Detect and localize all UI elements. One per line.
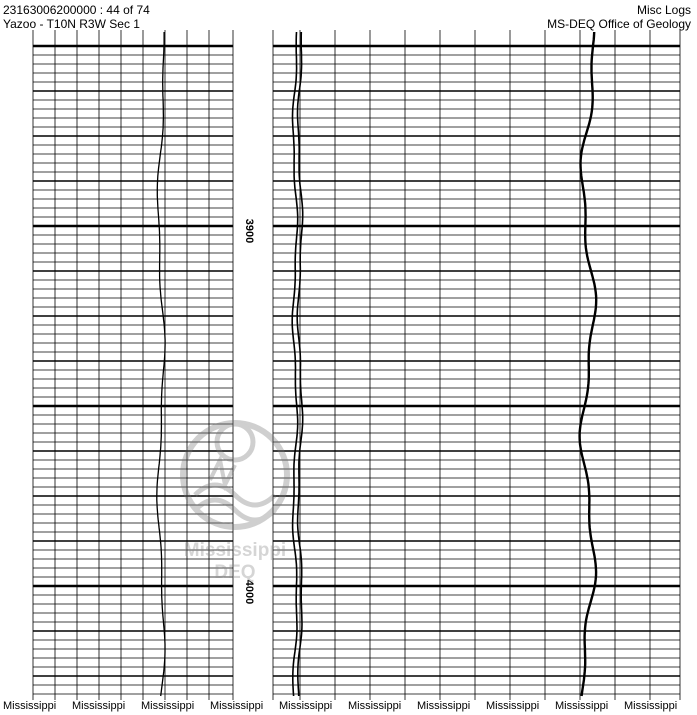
footer-label: Mississippi — [417, 700, 471, 712]
footer-label: Mississippi — [624, 700, 678, 712]
footer-label: Mississippi — [210, 700, 264, 712]
log-curve-left — [157, 32, 165, 696]
header-left-line2: Yazoo - T10N R3W Sec 1 — [3, 17, 140, 31]
footer-watermark-strip — [0, 700, 697, 715]
footer-label: Mississippi — [72, 700, 126, 712]
footer-label: Mississippi — [3, 700, 57, 712]
footer-label: Mississippi — [555, 700, 609, 712]
log-grid-right — [273, 30, 680, 700]
depth-label-4000: 4000 — [243, 579, 256, 605]
footer-label: Mississippi — [141, 700, 195, 712]
log-grid-left — [33, 30, 233, 700]
mdeq-watermark — [165, 420, 305, 590]
watermark-logo-icon — [165, 420, 305, 540]
footer-label: Mississippi — [486, 700, 540, 712]
watermark-text-line2: DEQ — [214, 562, 256, 583]
footer-label: Mississippi — [279, 700, 333, 712]
header-right-line1: Misc Logs — [636, 3, 691, 17]
watermark-text-line1: Mississippi — [183, 540, 287, 561]
log-curves — [157, 32, 596, 696]
header-right-line2: MS-DEQ Office of Geology — [547, 17, 691, 31]
depth-label-3900: 3900 — [243, 218, 256, 244]
log-curve-track2-a — [292, 32, 298, 696]
header-left-line1: 23163006200000 : 44 of 74 — [3, 3, 150, 17]
log-curve-right — [580, 32, 597, 696]
footer-label: Mississippi — [348, 700, 402, 712]
